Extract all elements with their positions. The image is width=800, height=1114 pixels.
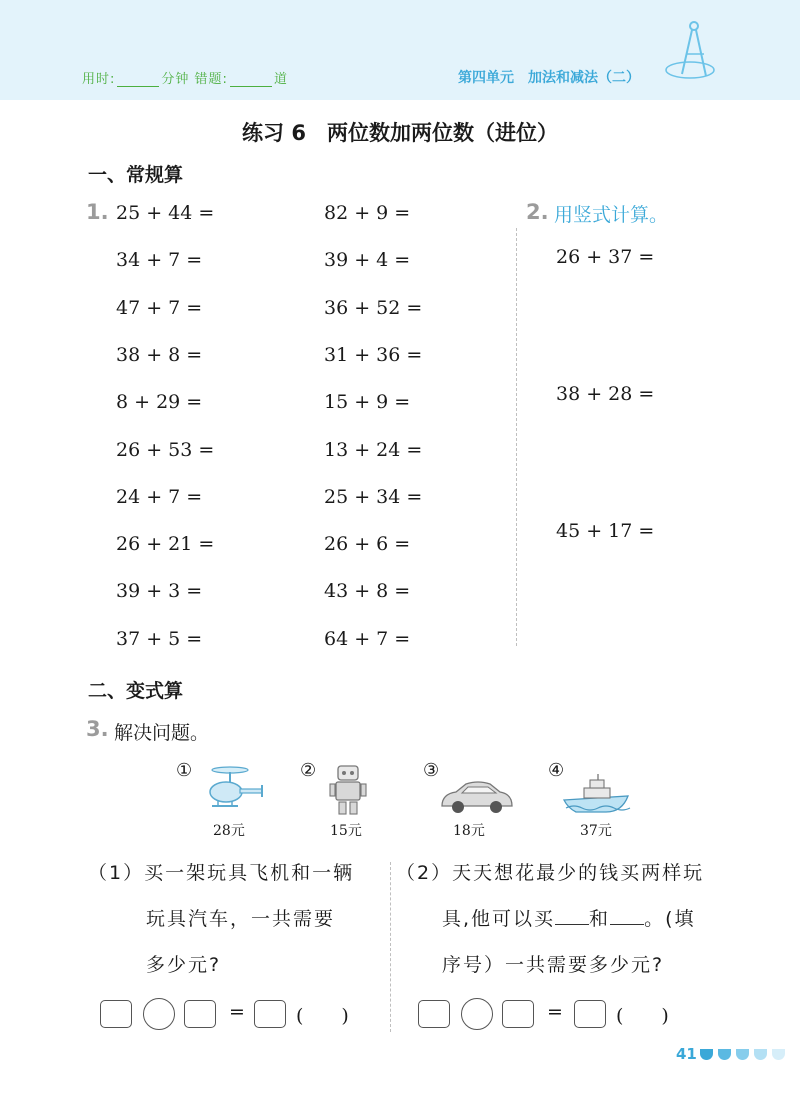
subquestion-divider <box>390 862 391 1032</box>
answer-box[interactable] <box>502 1000 534 1028</box>
unit-parentheses[interactable]: ( ) <box>296 1005 349 1027</box>
answer-box[interactable] <box>100 1000 132 1028</box>
toy-price-2: 15元 <box>330 823 362 839</box>
equation-item: 8 + 29 = <box>116 391 203 414</box>
equation-item: 36 + 52 = <box>324 296 423 319</box>
unit-title: 第四单元 加法和减法（二） <box>458 70 640 86</box>
equation-item: 82 + 9 = <box>324 202 411 224</box>
section-heading-2: 二、变式算 <box>88 680 184 702</box>
equation-item: 26 + 21 = <box>116 533 215 556</box>
toy-mark-4: ④ <box>548 760 565 781</box>
errors-unit: 道 <box>273 72 288 87</box>
subquestion-1-line1: （1）买一架玩具飞机和一辆 <box>88 862 355 884</box>
equation-item: 31 + 36 = <box>324 343 423 366</box>
question-number-1: 1. <box>86 200 109 224</box>
subquestion-2-line3: 序号）一共需要多少元? <box>442 954 665 976</box>
answer-blank-1[interactable] <box>555 906 589 925</box>
subquestion-2-line2: 具,他可以买 和 。(填 <box>442 908 696 930</box>
vertical-calc-item: 45 + 17 = <box>556 520 655 542</box>
answer-box[interactable] <box>184 1000 216 1028</box>
toy-mark-3: ③ <box>423 760 440 781</box>
subquestion-1 <box>88 850 354 988</box>
subquestion-1-line2: 玩具汽车，一共需要 <box>146 908 336 930</box>
vertical-calc-item: 38 + 28 = <box>556 383 655 405</box>
operator-circle[interactable] <box>143 998 175 1030</box>
time-label: 用时: <box>82 72 116 87</box>
equation-item: 64 + 7 = <box>324 627 411 650</box>
time-error-record <box>82 68 288 87</box>
subquestion-2-line1: （2）天天想花最少的钱买两样玩 <box>396 862 705 884</box>
column-divider <box>516 228 517 646</box>
errors-label: 错题: <box>194 72 228 87</box>
equation-item: 15 + 9 = <box>324 391 411 414</box>
car-icon <box>438 780 516 816</box>
decor-drop <box>736 1049 749 1060</box>
equation-item: 26 + 6 = <box>324 533 411 556</box>
equals-sign: = <box>547 1001 563 1023</box>
toy-price-4: 37元 <box>580 823 612 839</box>
answer-box[interactable] <box>574 1000 606 1028</box>
time-blank[interactable] <box>117 74 159 87</box>
decor-drop <box>700 1049 713 1060</box>
question-3-text: 解决问题。 <box>114 722 210 744</box>
question-number-3: 3. <box>86 717 109 741</box>
equation-item: 38 + 8 = <box>116 343 203 366</box>
equation-item: 26 + 53 = <box>116 438 215 461</box>
decor-drop <box>754 1049 767 1060</box>
subquestion-1-line3: 多少元? <box>146 954 222 976</box>
decor-drop <box>772 1049 785 1060</box>
equation-item: 25 + 44 = <box>116 202 215 224</box>
equation-item: 37 + 5 = <box>116 627 203 650</box>
operator-circle[interactable] <box>461 998 493 1030</box>
robot-icon <box>328 762 368 818</box>
unit-parentheses[interactable]: ( ) <box>616 1005 669 1027</box>
equation-item: 24 + 7 = <box>116 485 203 508</box>
question-number-2: 2. <box>526 200 549 224</box>
ship-icon <box>562 774 632 816</box>
decor-drop <box>718 1049 731 1060</box>
vertical-calc-item: 26 + 37 = <box>556 246 655 268</box>
answer-box[interactable] <box>254 1000 286 1028</box>
errors-blank[interactable] <box>230 74 272 87</box>
equals-sign: = <box>229 1001 245 1023</box>
answer-blank-2[interactable] <box>610 906 644 925</box>
equation-item: 25 + 34 = <box>324 485 423 508</box>
answer-box[interactable] <box>418 1000 450 1028</box>
equation-item: 13 + 24 = <box>324 438 423 461</box>
time-unit: 分钟 <box>161 72 190 87</box>
toy-mark-2: ② <box>300 760 317 781</box>
subquestion-2 <box>396 850 704 988</box>
page-number: 41 <box>676 1045 697 1063</box>
toy-price-1: 28元 <box>213 823 245 839</box>
equation-item: 39 + 3 = <box>116 580 203 603</box>
equation-item: 47 + 7 = <box>116 296 203 319</box>
page-title: 练习 6 两位数加两位数（进位） <box>242 121 558 145</box>
helicopter-icon <box>204 766 268 814</box>
section-heading-1: 一、常规算 <box>88 164 184 186</box>
toy-mark-1: ① <box>176 760 193 781</box>
toy-price-3: 18元 <box>453 823 485 839</box>
question-2-text: 用竖式计算。 <box>554 204 669 226</box>
equation-item: 39 + 4 = <box>324 249 411 272</box>
equation-item: 43 + 8 = <box>324 580 411 603</box>
compass-icon <box>664 18 724 88</box>
equation-item: 34 + 7 = <box>116 249 203 272</box>
